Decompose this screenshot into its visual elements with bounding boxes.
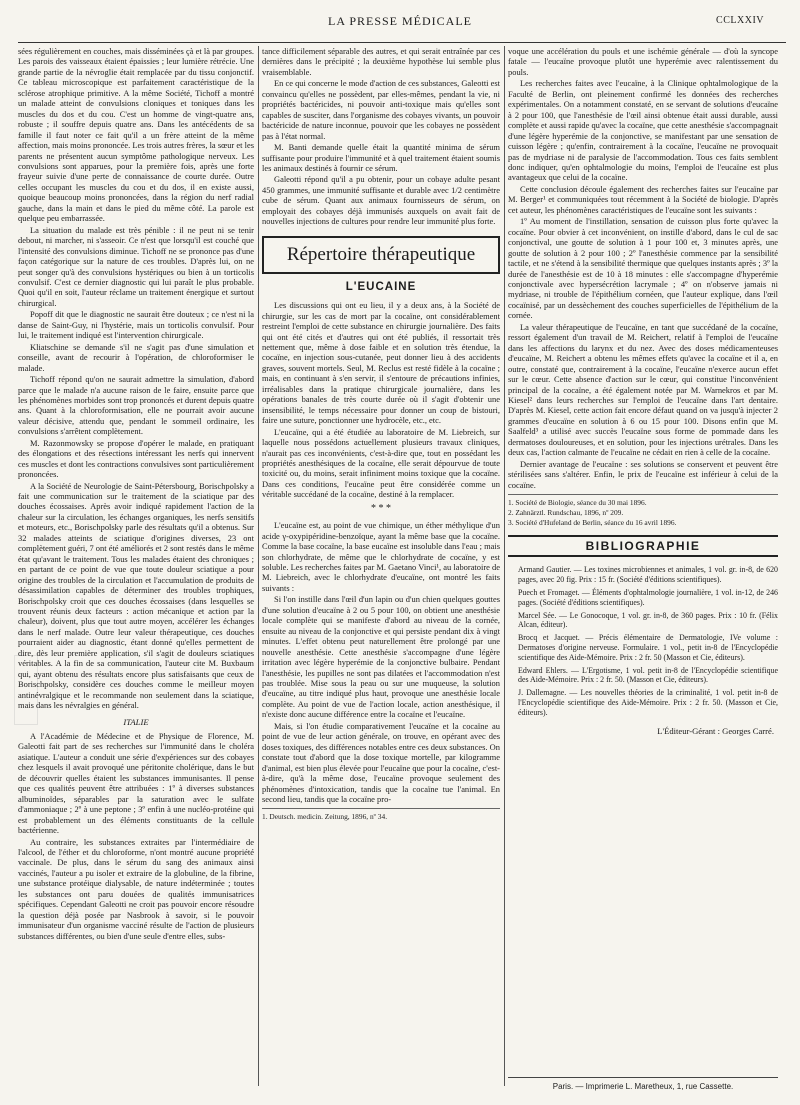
paragraph: tance difficilement séparable des autres, et qui serait entraînée par ces dernières dans le précipité ; la deuxième hypothèse lui semble plus vraisemblable. xyxy=(262,46,500,77)
paragraph: M. Razonmowsky se propose d'opérer le malade, en pratiquant des élongations et des résections intéressant les nerfs qui innervent ces muscles et dont les contractions convulsives sont particulièrement prononcées. xyxy=(18,437,254,480)
footnote: 3. Société d'Hufeland de Berlin, séance du 16 avril 1896. xyxy=(508,518,677,528)
paragraph: Dernier avantage de l'eucaïne : ses solutions se conservent et peuvent être stérilisées sans s'altérer. Enfin, le prix de l'eucaïne est inférieur à celui de la cocaïne. xyxy=(508,458,778,490)
paragraph: voque une accélération du pouls et une ischémie générale — d'où la syncope fatale — l'eucaïne provoque plutôt une hyperémie avec ralentissement du pouls. xyxy=(508,46,778,77)
journal-title: LA PRESSE MÉDICALE xyxy=(327,14,472,28)
paragraph: Si l'on instille dans l'œil d'un lapin ou d'un chien quelques gouttes d'une solution d'eucaïne à 2 ou 5 pour 100, on obtient une anesthésie locale complète qui se manifeste d'abord au niveau de la cornée, ensuite au niveau de la conjonctive et qui persiste pendant dix à vingt minutes. L'effet obtenu peut naturellement être prolongé par une nouvelle anesthésie. Cette anesthésie s'accompagne d'une légère irritation avec légère hyperémie de la conjonctive bulbaire. Pendant l'anesthésie, les pupilles ne sont pas dilatées et l'accommodation n'est pas troublée. Mise sous la peau ou sur une muqueuse, la solution d'eucaïne, au titre indiqué plus haut, provoque une anesthésie locale complète. Au point de vue de l'action locale, action anesthésique, il n'existe donc aucune différence entre la cocaïne et l'eucaïne. xyxy=(262,594,500,720)
paragraph: La valeur thérapeutique de l'eucaïne, en tant que succédané de la cocaïne, ressort également d'un travail de M. Reichert, relatif à l'emploi de l'eucaïne dans les affections du larynx et du nez. Avec des doses médicamenteuses d'eucaïne, M. Reichert a obtenu les mêmes effets qu'avec la cocaïne et il a, en outre, constaté que, contrairement à la cocaïne, l'eucaïne n'exerce aucun effet sur le cœur. Cette absence d'action sur le cœur, qui constitue l'inconvénient principal de la cocaïne, a été également notée par M. Warnekros et par M. Kiesel² dans leurs recherches sur l'emploi de l'eucaïne dans l'art dentaire. D'après M. Kiesel, cette action fait encore défaut quand on va jusqu'à injecter 2 grammes d'eucaïne en solution à 6 ou 15 pour 100. Disons enfin que M. Saalfeld³ a utilisé avec succès l'eucaïne sous forme de pommade dans les dermatoses douloureuses, et en solution, pour les injections urétrales. Dans les deux cas, l'action calmante de l'eucaïne ne cédait en rien à celle de la cocaïne. xyxy=(508,321,778,458)
bibliography-entry: J. Dallemagne. — Les nouvelles théories de la criminalité, 1 vol. petit in-8 de l'Encyclopédie scientifique des Aide-Mémoire. Prix : 2 fr. 50. (Masson et Cie, éditeurs). xyxy=(518,688,778,717)
footnote: 2. Zahnärztl. Rundschau, 1896, nº 209. xyxy=(508,508,624,518)
bibliography-entry: Marcel Sée. — Le Gonocoque, 1 vol. gr. in-8, de 360 pages. Prix : 10 fr. (Félix Alcan, éditeur). xyxy=(518,610,778,630)
paragraph: Kliatschine se demande s'il ne s'agit pas d'une simulation et conseille, avant de recourir à l'opération, de chloroformiser le malade. xyxy=(18,341,254,373)
article-title-eucaine: L'EUCAINE xyxy=(345,280,417,293)
paragraph: 1º Au moment de l'instillation, sensation de cuisson plus forte qu'avec la cocaïne. Pour obvier à cet inconvénient, on instille d'abord, dans le cul de sac conjonctival, une goutte de solution à 1 pour 100 et, 3 minutes après, une goutte de solution à 2 pour 100 ; 2º l'anesthésie commence par la sensibilité tactile, et ne s'étend à la sensibilité thermique que quelques instants après ; 3º la durée de l'anesthésie est de 10 à 18 minutes : elle s'accompagne d'hyperémie conjonctivale avec hypersécrétion lacrymale ; 4º on n'observe jamais ni mydriase, ni trouble de l'épithélium cornéen, que l'auteur explique, dans l'œil cocaïnisé, par un dessèchement des couches superficielles de l'épithélium de la cornée. xyxy=(508,216,778,321)
section-heading-italie: ITALIE xyxy=(123,716,149,727)
paragraph: Mais, si l'on étudie comparativement l'eucaïne et la cocaïne au point de vue de leur action générale, on trouve, en opérant avec des doses toxiques, des différences notables entre ces deux substances. On constate tout d'abord que la dose toxique mortelle, par kilogramme d'animal, est bien plus élevée pour l'eucaïne que pour la cocaïne, c'est-à-dire, qu'à la même dose, l'eucaïne provoque seulement des phénomènes d'intoxication, tandis que la cocaïne tue l'animal. En second lieu, tandis que la cocaïne pro- xyxy=(262,720,500,804)
paragraph: A l'Académie de Médecine et de Physique de Florence, M. Galeotti fait part de ses recherches sur l'immunité dans le choléra asiatique. L'auteur a conduit une série d'expériences sur des cobayes chez lesquels il avait provoqué une péritonite cholérique, dans le but de découvrir quelles étaient les substances immunisantes. Il pense que ces qualités peuvent être attribuées : 1º à diverses substances albuminoïdes, séparables par la saturation avec le sulfate d'ammoniaque ; 2º à une peptone ; 3º enfin à une nucléo-protéine qui est probablement un des éléments constituants de la cellule bactérienne. xyxy=(18,731,254,836)
editor-signature: L'Éditeur-Gérant : Georges Carré. xyxy=(657,725,774,736)
footnote: 1. Société de Biologie, séance du 30 mai 1896. xyxy=(508,498,647,508)
page-number: CCLXXIV xyxy=(716,15,764,26)
footnotes xyxy=(508,494,778,527)
section-title-bibliographie: BIBLIOGRAPHIE xyxy=(508,535,778,557)
page-header xyxy=(0,12,800,34)
footnotes xyxy=(262,808,500,821)
column-2 xyxy=(262,46,500,1098)
bibliography-entry: Armand Gautier. — Les toxines microbiennes et animales, 1 vol. gr. in-8, de 620 pages, avec 20 fig. Prix : 15 fr. (Société d'éditions scientifiques). xyxy=(518,565,778,585)
bibliography-list xyxy=(508,565,778,717)
section-title-repertoire: Répertoire thérapeutique xyxy=(262,236,500,274)
paragraph: Au contraire, les substances extraites par l'intermédiaire de l'alcool, de l'éther et du chloroforme, n'ont montré aucune propriété vaccinale. De plus, dans le sérum du sang des animaux ainsi vaccinés, l'auteur a pu isoler et extraire de la globuline, de la fibrine, une substance protéique dialysable, de nature indéterminée ; toutes les substances ont paru douées de qualités immunisatrices spécifiques. Cependant Galeotti ne croit pas pouvoir encore résoudre la question déjà posée par Nasbrook à savoir, si le pouvoir immunisateur d'un organisme vacciné résulte de l'action de plusieurs substances différentes, ou bien d'une seule d'entre elles, subs- xyxy=(18,836,254,941)
paragraph: L'eucaïne, qui a été étudiée au laboratoire de M. Liebreich, sur laquelle nous possédons actuellement plusieurs travaux cliniques, n'aurait pas ces inconvénients, c'est-à-dire que, tout en possédant les propriétés anesthésiques de la cocaïne, elle serait dépourvue de toute toxicité ou, du moins, serait infiniment moins toxique que la cocaïne. Dans ces conditions, l'eucaïne peut être considérée comme un véritable succédané de la cocaïne, destiné à la remplacer. xyxy=(262,426,500,500)
paragraph: Galeotti répond qu'il a pu obtenir, pour un cobaye adulte pesant 450 grammes, une immunité suffisante et durable avec 1/2 centimètre cube de sérum. Quant aux animaux fournisseurs de sérum, on employait des cobayes déjà immunisés auxquels on avait fait de nouvelles injections de cultures pour rendre leur immunité plus forte. xyxy=(262,174,500,227)
bibliography-entry: Brocq et Jacquet. — Précis élémentaire de Dermatologie, IVe volume : Dermatoses d'origine nerveuse. Formulaire. 1 vol., petit in-8 de l'Encyclopédie scientifique des Aide-Mémoire. Prix : 2 fr. 50 (Masson et Cie, éditeurs). xyxy=(518,633,778,662)
footnote: 1. Deutsch. medicin. Zeitung, 1896, nº 34. xyxy=(262,812,388,822)
printer-imprint: Paris. — Imprimerie L. Maretheux, 1, rue Cassette. xyxy=(508,1077,778,1091)
section-separator: * * * xyxy=(371,502,391,514)
header-rule xyxy=(18,42,786,43)
paragraph: sées régulièrement en couches, mais disséminées çà et là par groupes. Les parois des vaisseaux étaient épaissies ; leur lumière rétrécie. Une grande partie de la névroglie était remplacée par du tissu conjonctif. Ce tableau microscopique est parfaitement caractéristique de la sclérose atrophique primitive. A la même Société, Tichoff a montré un malade atteint de convulsions cloniques et toniques dans les muscles du dos et du cou. C'est un homme de vingt-quatre ans, robuste ; il souffre depuis quatre ans. Dans les antécédents de sa famille il faut noter ce fait qu'il a un frère atteint de la même affection, mais moins prononcée. Les trois autres frères, la sœur et les parents ne présentent aucun symptôme pathologique nerveux. Les convulsions sont apparues, pour la première fois, après une forte frayeur suivie d'une perte de connaissance de courte durée. Outre celles occupant les muscles du cou et du dos, il en existe aussi, quoique beaucoup moins prononcées, dans la région du nerf radial gauche, dans la main et dans le pied du même côté. La parole est quelque peu embarrassée. xyxy=(18,46,254,224)
paragraph: M. Banti demande quelle était la quantité minima de sérum suffisante pour produire l'immunité et à quel traitement étaient soumis les animaux destinés à fournir ce sérum. xyxy=(262,142,500,173)
paragraph: En ce qui concerne le mode d'action de ces substances, Galeotti est convaincu qu'elles ne possèdent, par elles-mêmes, pendant la vie, ni propriétés bactéricides, ni pouvoir anti-toxique mais qu'elles sont capables de susciter, dans l'organisme des cobayes vivants, un pouvoir bactéricide de nature inconnue, pouvoir que les cobayes ne possèdent pas à l'état normal. xyxy=(262,78,500,141)
column-rule xyxy=(504,46,505,1086)
bibliography-entry: Puech et Fromaget. — Éléments d'ophtalmologie journalière, 1 vol. in-12, de 246 pages. (Société d'éditions scientifiques). xyxy=(518,588,778,607)
paragraph: Popoff dit que le diagnostic ne saurait être douteux ; ce n'est ni la danse de Saint-Guy, ni l'hystérie, mais un torticolis convulsif. Pour lui, le traitement indiqué est l'intervention chirurgicale. xyxy=(18,309,254,341)
paragraph: Les recherches faites avec l'eucaïne, à la Clinique ophtalmologique de la Faculté de Berlin, ont pleinement confirmé les données des recherches expérimentales. On a notamment constaté, en se servant de solutions d'eucaïne à 2 pour 100, que l'anesthésie de l'œil ainsi obtenue était aussi durable, aussi complète et aussi rapide qu'avec la cocaïne, que cette anesthésie s'accompagnait d'une légère hyperémie de la conjonctive, se manifestant par une sensation de cuisson légère ; qu'enfin, contrairement à la cocaïne, l'eucaïne ne provoquait pas de mydriase ni de paralysie de l'accommodation. Tous ces faits semblent donc indiquer, qu'en ophtalmologie du moins, l'emploi de l'eucaïne est plus avantageux que celui de la cocaïne. xyxy=(508,78,778,183)
paragraph: Tichoff répond qu'on ne saurait admettre la simulation, d'abord parce que le malade n'a aucune raison de le faire, ensuite parce que les phénomènes morbides sont trop prononcés et durent depuis quatre ans. Quant à la chloroformisation, elle ne pourrait avoir aucune valeur décisive, attendu que, pendant le sommeil ordinaire, les convulsions s'arrêtent complètement. xyxy=(18,374,254,437)
column-rule xyxy=(258,46,259,1086)
paragraph: L'eucaïne est, au point de vue chimique, un éther méthylique d'un acide γ-oxypipéridine-benzoïque, ayant la même base que la cocaïne. Comme la base cocaïne, la base eucaïne est insoluble dans l'eau ; mais son chlorhydrate, de même que le chlorhydrate de cocaïne, y est soluble. Les recherches faites par M. Gaetano Vinci¹, au laboratoire de M. Liebreich, avec le chlorhydrate d'eucaïne, ont montré les faits suivants : xyxy=(262,520,500,593)
paragraph: Cette conclusion découle également des recherches faites sur l'eucaïne par M. Berger¹ et communiquées tout récemment à la Société de biologie. D'après cet auteur, les phénomènes caractéristiques de l'eucaïne sont les suivants : xyxy=(508,183,778,215)
paragraph: La situation du malade est très pénible : il ne peut ni se tenir debout, ni marcher, ni s'asseoir. Ce n'est que lorsqu'il est couché que l'intensité des convulsions diminue. Tichoff ne se prononce pas d'une façon catégorique sur la nature de ces troubles. D'après lui, on ne peut songer qu'à des convulsions hystériques ou bien à un torticolis convulsif. C'est ce dernier diagnostic qui lui paraît le plus probable. Quoi qu'il en soit, l'auteur réclame un traitement énergique et surtout chirurgical. xyxy=(18,224,254,308)
column-1 xyxy=(18,46,254,1098)
paragraph: Les discussions qui ont eu lieu, il y a deux ans, à la Société de chirurgie, sur les cas de mort par la cocaïne, ont considérablement restreint l'emploi de cette substance en chirurgie journalière. Des faits qui ont été cités et d'autres qui ont été publiés, il ressortait très nettement que, même à dose faible et en solution très étendue, la cocaïne, en injection sous-cutanée, peut donner lieu à des accidents graves, souvent mortels. Seul, M. Reclus est resté fidèle à la cocaïne ; mais, en continuant à s'en servir, il s'entoure de précautions infinies, irréalisables dans la pratique chirurgicale journalière, dans les opérations banales de très courte durée où il s'agit d'obtenir une insensibilité, le temps nécessaire pour donner un coup de bistouri, faire une suture, ponctionner une hydrocèle, etc., etc. xyxy=(262,300,500,426)
column-3 xyxy=(508,46,778,1086)
paragraph: A la Société de Neurologie de Saint-Pétersbourg, Borischpolsky a fait une communication sur le traitement de la sciatique par des douches écossaises. Après avoir indiqué rapidement l'action de la chaleur sur la circulation, les échanges organiques, les nerfs sensitifs et moteurs, etc., Borischpolsky parle des résultats qu'il a obtenus. Sur 32 malades atteints de sciatique d'origines diverses, 23 ont complètement guéri, 7 ont été améliorés et 2 sont restés dans le même état qu'avant le traitement. Tous les malades étaient des chroniques ; en partant de ce point de vue que toute douleur sciatique a pour origine des troubles de la circulation et l'accumulation de produits de désassimilation capables de déterminer des troubles trophiques, Borischpolsky croit que ces douches écossaises (dans lesquelles se trouvent réunis deux facteurs : action mécanique et action par la chaleur), doivent, plus que tout autre moyen, accélérer les échanges dans le nerf malade. Outre leur valeur thérapeutique, ces douches pourraient aider au diagnostic, étant donné qu'elles permettent de dire, dès leur première application, s'il s'agit de douleurs sciatiques véritables. A la fin de sa communication, l'auteur cite M. Buxbaum qui, ayant obtenu des résultats encore plus satisfaisants que ceux de Borischpolsky, considère ces douches comme le meilleur moyen antinévralgique et le recommande non seulement dans la sciatique, mais dans les névralgies en général. xyxy=(18,480,254,711)
bibliography-entry: Edward Ehlers. — L'Ergotisme, 1 vol. petit in-8 de l'Encyclopédie scientifique des Aide-Mémoire. Prix : 2 fr. 50. (Masson et Cie, éditeurs). xyxy=(518,665,778,685)
